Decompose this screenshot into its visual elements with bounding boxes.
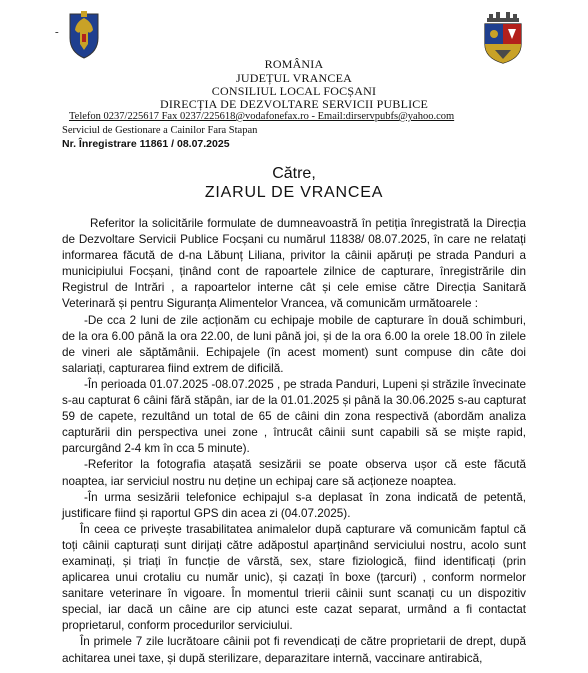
recipient-name: ZIARUL DE VRANCEA bbox=[204, 184, 384, 201]
contact-line: Telefon 0237/225617 Fax 0237/225618@vodafonefax.ro - Email:dirservpubfs@yahoo.com bbox=[69, 111, 455, 122]
paragraph-captures: -În perioada 01.07.2025 -08.07.2025 , pe strada Panduri, Lupeni și străzile învecinate s-au capturat 6 câini fără stăpân, iar de la 01.01.2025 și până la 30.06.2025 s-au capturat 59 de capete, rezultând un total de 65 de câini din zona respectivă (abordăm analiza capturării din perspectiva unei zone , întrucât câinii sunt capabili să se miște rapid, parcurgând 2-4 km în cca 5 minute). bbox=[62, 377, 526, 456]
dash-mark: - bbox=[55, 26, 59, 38]
paragraph-reclaim: În primele 7 zile lucrătoare câinii pot fi revendicați de către proprietarii de drept, după achitarea unei taxe, și după sterilizare, deparazitare internă, vaccinare antirabică, bbox=[62, 635, 526, 665]
romania-coat-of-arms-icon bbox=[66, 8, 102, 60]
paragraph-traceability: În ceea ce privește trasabilitatea animalelor după capturare vă comunicăm faptul că toți câinii capturați sunt dirijați către adăpostul aparținând serviciului nostru, acolo sunt examinați, și triați în funcție de vârstă, sex, stare fiziologică, fiind identificați (prin aplicarea unui crotaliu cu număr unic), și cazați în boxe (țarcuri) , conform normelor sanitare veterinare în vigoare. În momentul trierii câinii sunt scanați cu un dispozitiv special, iar dacă un câine are cip atunci este cazat separat, urmând a fi contactat proprietarul, conform procedurilor serviciului. bbox=[62, 522, 526, 633]
recipient-label: Către, bbox=[272, 165, 316, 182]
letter-body bbox=[62, 216, 526, 667]
registration-number: Nr. Înregistrare 11861 / 08.07.2025 bbox=[62, 138, 230, 150]
header-council: CONSILIUL LOCAL FOCȘANI bbox=[211, 84, 377, 98]
paragraph-schedule: -De cca 2 luni de zile acționăm cu echipaje mobile de capturare în două schimburi, de la ora 6.00 până la ora 22.00, de luni până joi, și de la ora 6.00 la orele 18.00 în zilele de vineri ale săptămânii. Echipajele (în acest moment) sunt compuse din câte doi salariați, capturarea fiind extrem de dificilă. bbox=[62, 313, 526, 375]
service-name: Serviciul de Gestionare a Cainilor Fara Stapan bbox=[62, 125, 258, 136]
header-county: JUDEȚUL VRANCEA bbox=[236, 71, 352, 85]
paragraph-photo: -Referitor la fotografia atașată sesizării se poate observa ușor că este făcută noaptea, iar serviciul nostru nu deține un echipaj care să acționeze noaptea. bbox=[62, 458, 526, 488]
header-country: ROMÂNIA bbox=[264, 57, 324, 71]
header-directorate: DIRECȚIA DE DEZVOLTARE SERVICII PUBLICE bbox=[159, 97, 429, 111]
paragraph-phone-report: -În urma sesizării telefonice echipajul s-a deplasat în zona indicată de petentă, justificare fiind și raportul GPS din acea zi (04.07.2025). bbox=[62, 490, 526, 520]
paragraph-intro: Referitor la solicitările formulate de dumneavoastră în petiția înregistrată la Direcția de Dezvoltare Servicii Publice Focșani cu numărul 11838/ 08.07.2025, în care ne relatați informarea făcută de d-na Lăbunț Liliana, privitor la câinii apăruți pe strada Panduri a municipiului Focșani, ținând cont de rapoartele zilnice de capturare, înregistrările din Registrul de Intrări , a rapoartelor interne cât și cele emise către Direcția Sanitară Veterinară și pentru Siguranța Alimentelor Vrancea, vă comunicăm următoarele : bbox=[62, 217, 526, 311]
